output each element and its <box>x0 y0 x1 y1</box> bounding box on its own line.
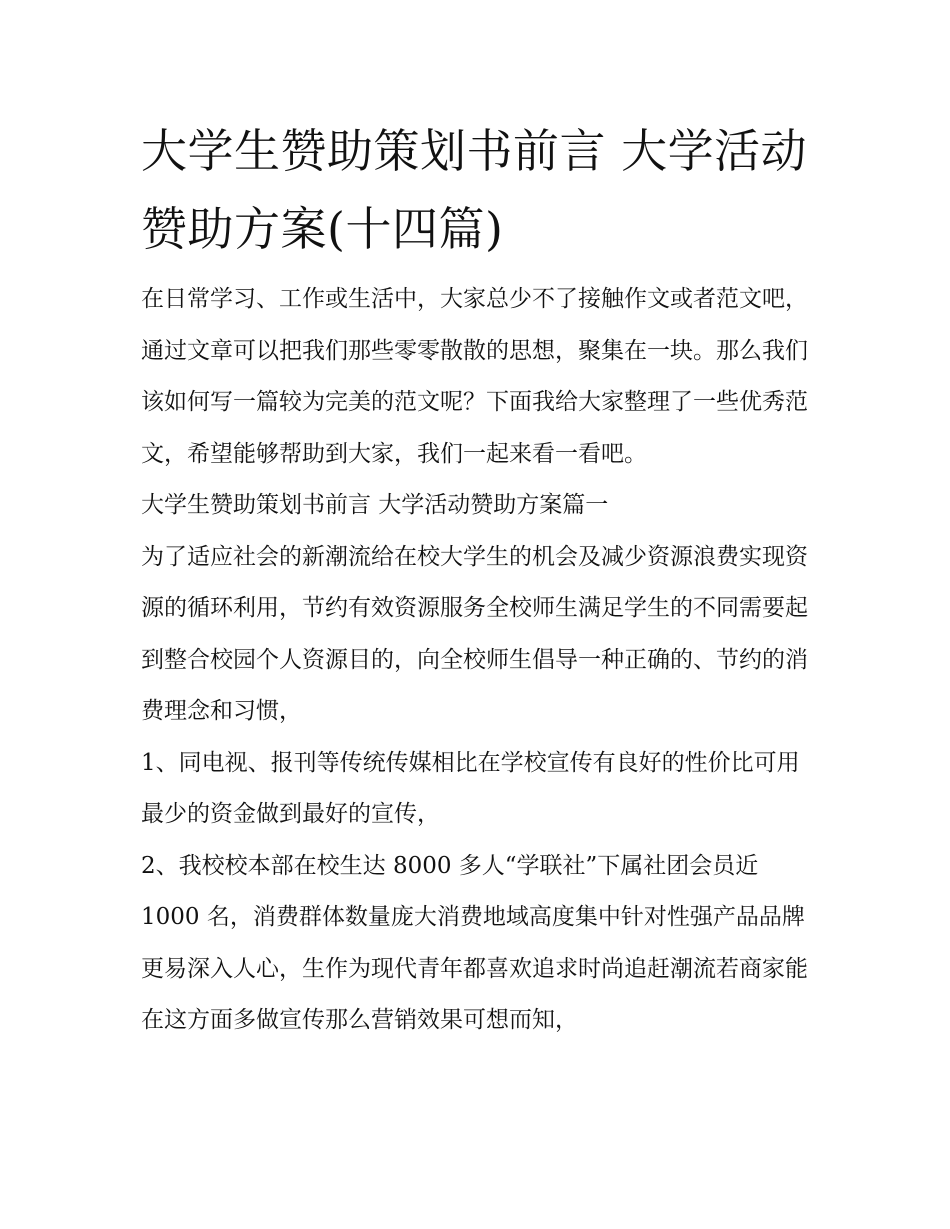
advantage-paragraph-1: 1、同电视、报刊等传统传媒相比在学校宣传有良好的性价比可用最少的资金做到最好的宣传， <box>141 749 800 827</box>
document-body <box>141 274 821 1047</box>
purpose-paragraph: 为了适应社会的新潮流给在校大学生的机会及减少资源浪费实现资源的循环利用，节约有效资源服务全校师生满足学生的不同需要起到整合校园个人资源目的，向全校师生倡导一种正确的、节约的消费理念和习惯， <box>141 543 808 724</box>
advantage-paragraph-2: 2、我校校本部在校生达 8000 多人“学联社”下属社团会员近 1000 名，消费群体数量庞大消费地域高度集中针对性强产品品牌更易深入人心，生作为现代青年都喜欢追求时尚追赶潮流若商家能在这方面多做宣传那么营销效果可想而知， <box>141 852 808 1033</box>
document-page <box>141 112 821 1047</box>
section-heading: 大学生赞助策划书前言 大学活动赞助方案篇一 <box>141 492 609 518</box>
document-title: 大学生赞助策划书前言 大学活动赞助方案(十四篇) <box>141 124 808 256</box>
intro-paragraph: 在日常学习、工作或生活中，大家总少不了接触作文或者范文吧，通过文章可以把我们那些零零散散的思想，聚集在一块。那么我们该如何写一篇较为完美的范文呢？下面我给大家整理了一些优秀范文，希望能够帮助到大家，我们一起来看一看吧。 <box>141 286 808 467</box>
